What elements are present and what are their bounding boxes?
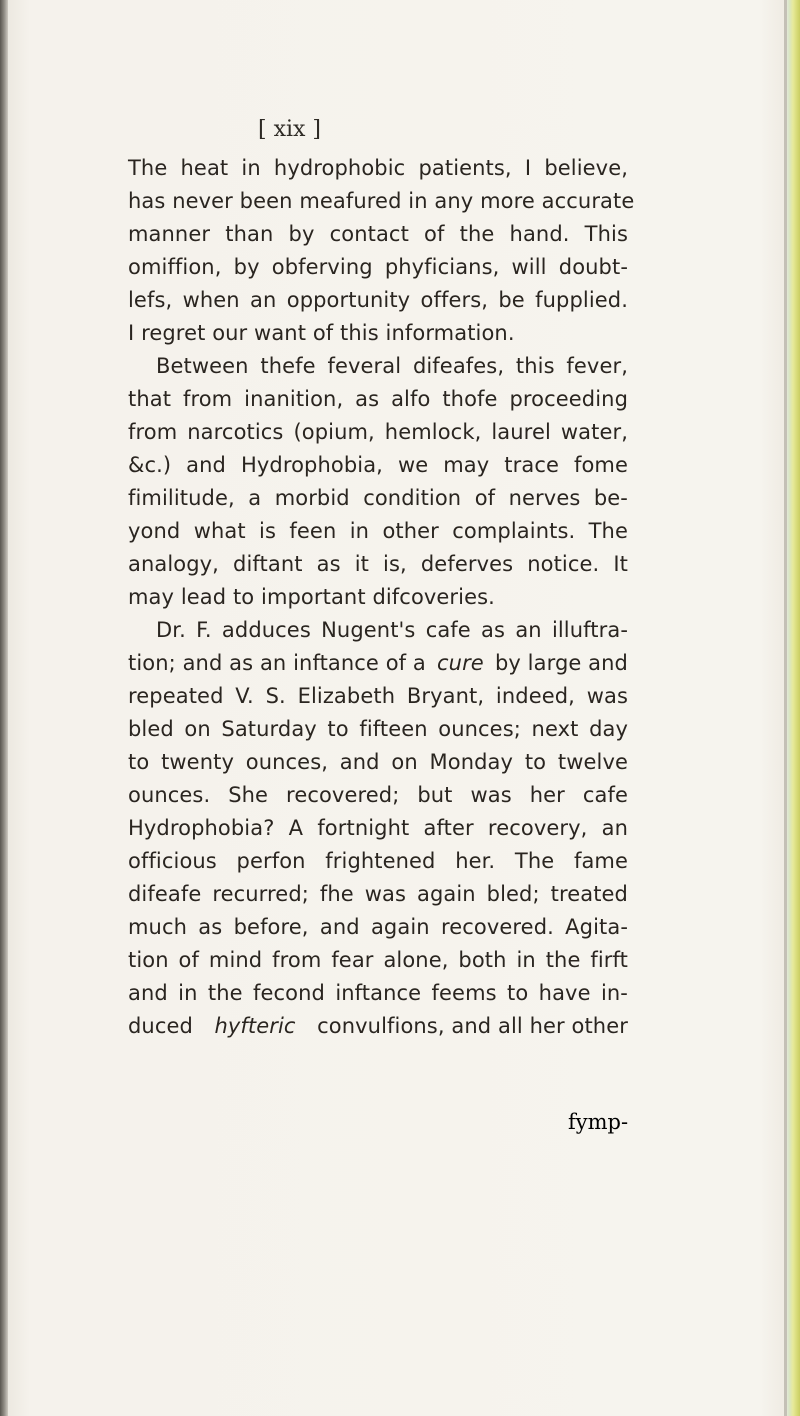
text-line: officious perfon frightened her. The fame [128,849,628,873]
text-line: has never been meafured in any more accurate [128,189,635,213]
text-line: Dr. F. adduces Nugent's cafe as an illuftra- [156,618,628,642]
page-header: [ xix ] [258,117,322,142]
text-line: may lead to important difcoveries. [128,585,495,609]
text-line: manner than by contact of the hand. This [128,222,628,246]
text-line: lefs, when an opportunity offers, be fupplied. [128,288,628,312]
text-line: difeafe recurred; fhe was again bled; treated [128,882,628,906]
text-segment: convulfions, and all her other [317,1014,628,1038]
text-line: yond what is feen in other complaints. The [128,519,628,543]
text-line: and in the fecond inftance feems to have in- [128,981,628,1005]
text-line: ounces. She recovered; but was her cafe [128,783,628,807]
text-line: fimilitude, a morbid condition of nerves be- [128,486,628,510]
text-line: Between thefe feveral difeafes, this fever, [156,354,628,378]
text-line: that from inanition, as alfo thofe proceeding [128,387,628,411]
text-line: repeated V. S. Elizabeth Bryant, indeed, was [128,684,628,708]
text-line: bled on Saturday to fifteen ounces; next day [128,717,628,741]
text-line: omiffion, by obferving phyficians, will doubt- [128,255,628,279]
text-line: tion of mind from fear alone, both in the firft [128,948,628,972]
text-line [128,647,628,680]
text-line: from narcotics (opium, hemlock, laurel water, [128,420,628,444]
text-line: The heat in hydrophobic patients, I believe, [128,156,628,180]
text-segment: by large and [494,651,628,675]
text-line: &c.) and Hydrophobia, we may trace fome [128,453,628,477]
italic-word: hyfteric [214,1014,296,1038]
text-line: I regret our want of this information. [128,321,515,345]
italic-word: cure [437,651,484,675]
text-line: analogy, diftant as it is, deferves notice. It [128,552,628,576]
text-line: to twenty ounces, and on Monday to twelve [128,750,628,774]
text-line: Hydrophobia? A fortnight after recovery, an [128,816,628,840]
page-edge [784,0,800,1416]
text-line [128,1010,628,1043]
catchword: fymp- [568,1110,629,1134]
book-spine-shadow [0,0,8,1416]
text-line: much as before, and again recovered. Agita- [128,915,628,939]
text-segment: tion; and as an inftance of a [128,651,426,675]
text-segment: duced [128,1014,193,1038]
